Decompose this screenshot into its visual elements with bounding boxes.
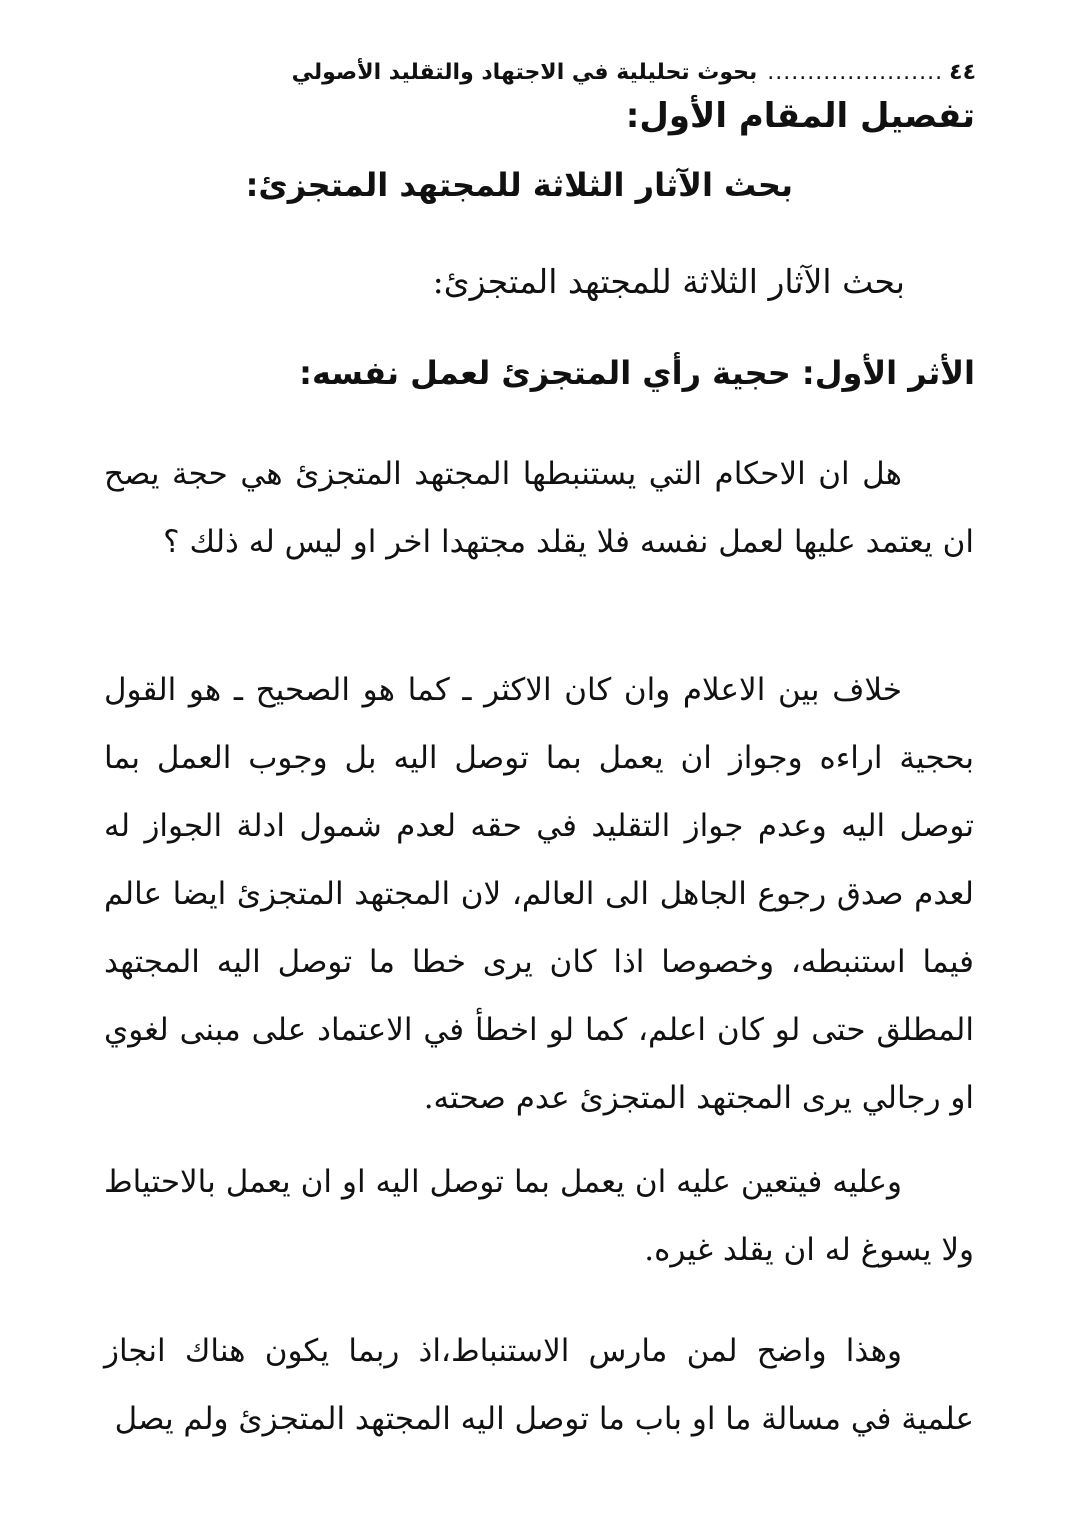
restated-title: بحث الآثار الثلاثة للمجتهد المتجزئ: (432, 262, 905, 301)
page-number: ٤٤ (949, 59, 976, 85)
paragraph-3: وعليه فيتعين عليه ان يعمل بما توصل اليه او ان يعمل بالاحتياط ولا يسوغ له ان يقلد غيره. (104, 1164, 974, 1268)
paragraph-2: خلاف بين الاعلام وان كان الاكثر ـ كما هو الصحيح ـ هو القول بحجية اراءه وجواز ان يعمل بما توصل اليه بل وجوب العمل بما توصل اليه وعدم جواز التقليد في حقه لعدم شمول ادلة الجواز له لعدم صدق رجوع الجاهل الى العالم، لان المجتهد المتجزئ ايضا عالم فيما استنبطه، وخصوصا اذا كان يرى خطا ما توصل اليه المجتهد المطلق حتى لو كان اعلم، كما لو اخطأ في الاعتماد على مبنى لغوي او رجالي يرى المجتهد المتجزئ عدم صحته. (104, 672, 975, 1116)
paragraph-1: هل ان الاحكام التي يستنبطها المجتهد المتجزئ هي حجة يصح ان يعتمد عليها لعمل نفسه فلا يقلد مجتهدا اخر او ليس له ذلك ؟ (104, 456, 974, 560)
header-leader-dots: ...................... (767, 59, 944, 85)
book-title: بحوث تحليلية في الاجتهاد والتقليد الأصولي (291, 59, 758, 85)
section-title: تفصيل المقام الأول: (625, 96, 975, 136)
running-header (110, 52, 976, 92)
subsection-title: بحث الآثار الثلاثة للمجتهد المتجزئ: (245, 166, 793, 204)
paragraph-4: وهذا واضح لمن مارس الاستنباط،اذ ربما يكون هناك انجاز علمية في مسالة ما او باب ما توصل اليه المجتهد المتجزئ ولم يصل (104, 1333, 974, 1437)
first-effect-title: الأثر الأول: حجية رأي المتجزئ لعمل نفسه: (299, 354, 975, 392)
